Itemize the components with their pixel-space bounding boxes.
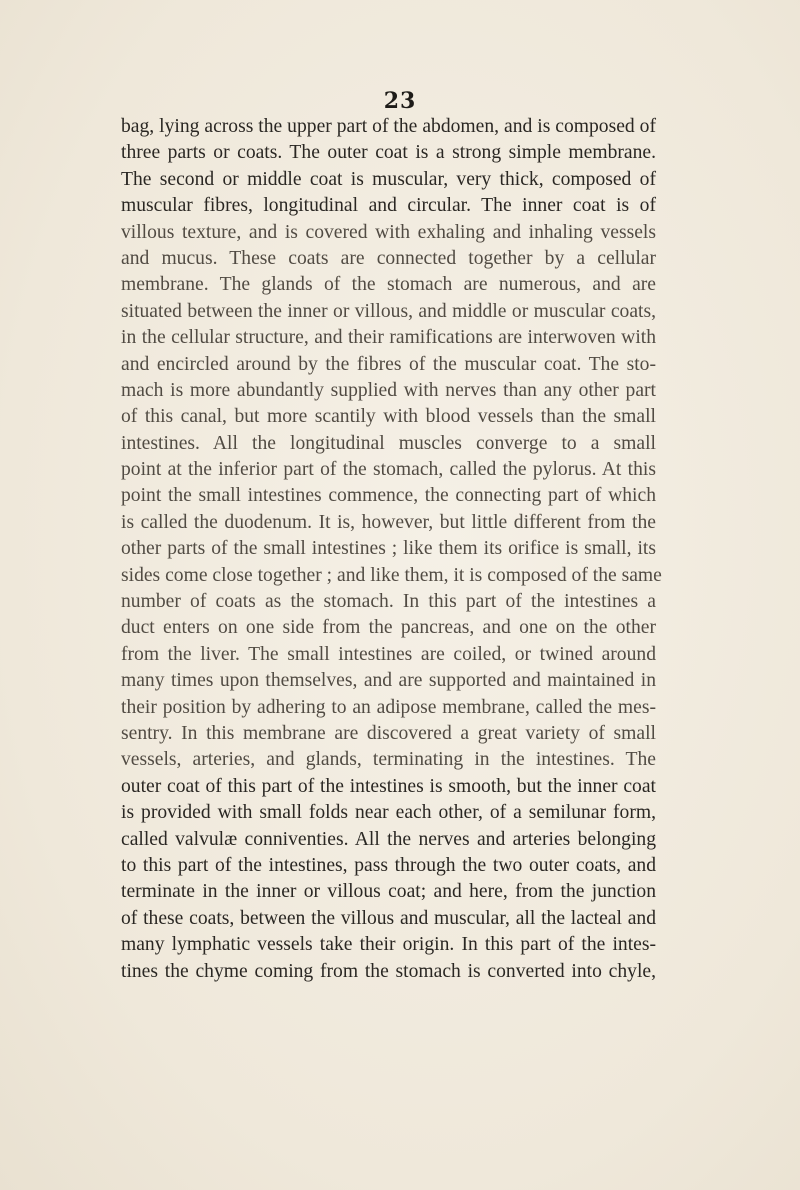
text-line: outer coat of this part of the intestines is smooth, but the inner coat xyxy=(121,775,656,797)
text-line: in the cellular structure, and their ramifications are interwoven with xyxy=(121,327,656,349)
text-line: is provided with small folds near each other, of a semilunar form, xyxy=(121,802,656,824)
text-line: many times upon themselves, and are supported and maintained in xyxy=(121,670,656,692)
text-line: point the small intestines commence, the connecting part of which xyxy=(121,485,656,507)
text-line: called valvulæ conniventies. All the nerves and arteries belonging xyxy=(121,828,656,850)
text-line: their position by adhering to an adipose membrane, called the mes- xyxy=(121,696,656,718)
text-line: of this canal, but more scantily with blood vessels than the small xyxy=(121,406,656,428)
text-line: duct enters on one side from the pancreas, and one on the other xyxy=(121,617,656,639)
text-line: bag, lying across the upper part of the abdomen, and is composed of xyxy=(121,116,656,137)
text-line: from the liver. The small intestines are coiled, or twined around xyxy=(121,643,656,665)
text-line: is called the duodenum. It is, however, but little different from the xyxy=(121,511,656,533)
text-line: to this part of the intestines, pass through the two outer coats, and xyxy=(121,854,656,876)
body-text xyxy=(121,114,662,985)
text-line: sentry. In this membrane are discovered a great variety of small xyxy=(121,722,656,744)
page-number: 23 xyxy=(383,88,417,114)
text-line: of these coats, between the villous and muscular, all the lacteal and xyxy=(121,907,656,929)
text-line: mach is more abundantly supplied with nerves than any other part xyxy=(121,379,656,401)
text-line: tines the chyme coming from the stomach is converted into chyle, xyxy=(121,960,656,982)
text-line: three parts or coats. The outer coat is a strong simple membrane. xyxy=(121,142,656,164)
text-line: membrane. The glands of the stomach are numerous, and are xyxy=(121,274,656,296)
text-line: villous texture, and is covered with exhaling and inhaling vessels xyxy=(121,221,656,243)
text-line: sides come close together ; and like them, it is composed of the same xyxy=(121,564,662,586)
text-line: muscular fibres, longitudinal and circular. The inner coat is of xyxy=(121,195,656,217)
text-line: number of coats as the stomach. In this part of the intestines a xyxy=(121,591,656,613)
text-line: and encircled around by the fibres of the muscular coat. The sto- xyxy=(121,353,656,375)
text-line: terminate in the inner or villous coat; and here, from the junction xyxy=(121,881,656,903)
text-line: vessels, arteries, and glands, terminating in the intestines. The xyxy=(121,749,656,771)
text-line: The second or middle coat is muscular, very thick, composed of xyxy=(121,168,656,190)
text-line: and mucus. These coats are connected together by a cellular xyxy=(121,247,656,269)
text-line: other parts of the small intestines ; like them its orifice is small, its xyxy=(121,538,656,560)
text-line: point at the inferior part of the stomach, called the pylorus. At this xyxy=(121,459,656,481)
text-line: situated between the inner or villous, and middle or muscular coats, xyxy=(121,300,656,322)
text-line: intestines. All the longitudinal muscles converge to a small xyxy=(121,432,656,454)
text-line: many lymphatic vessels take their origin. In this part of the intes- xyxy=(121,934,656,956)
